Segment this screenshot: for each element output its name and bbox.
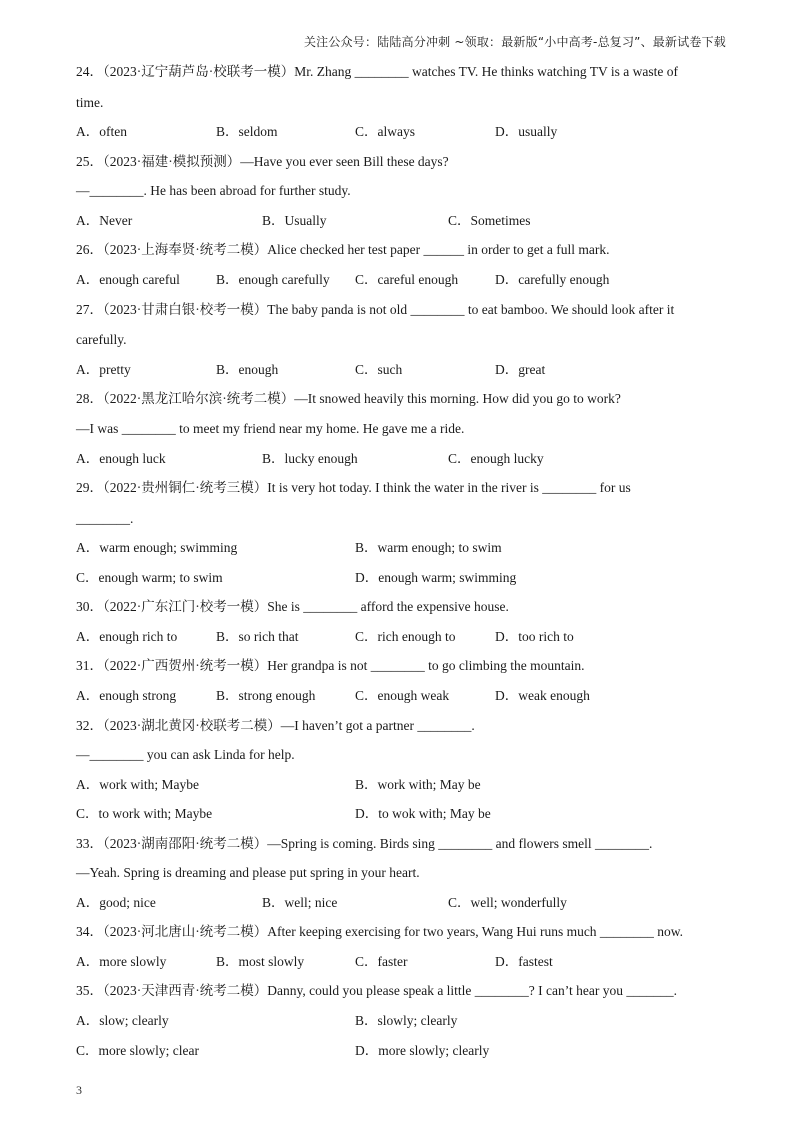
option-b: B．warm enough; to swim (355, 540, 502, 555)
question-31-stem: 31．（2022·广西贺州·统考一模）Her grandpa is not ________ to go climbing the mountain. (76, 658, 585, 673)
question-32-stem: 32．（2023·湖北黄冈·校联考二模）—I haven’t got a partner ________. (76, 718, 475, 733)
option-c: C．rich enough to (355, 629, 456, 644)
question-29-stem: 29．（2022·贵州铜仁·统考三模）It is very hot today. I think the water in the river is ________ for us (76, 480, 631, 495)
option-d: D．fastest (495, 954, 553, 969)
option-d: D．carefully enough (495, 272, 610, 287)
option-a: A．warm enough; swimming (76, 540, 238, 555)
option-b: B．so rich that (216, 629, 299, 644)
option-c: C．such (355, 362, 403, 377)
option-d: D．usually (495, 124, 558, 139)
option-b: B．most slowly (216, 954, 305, 969)
question-27-stem: 27．（2023·甘肃白银·校考一模）The baby panda is not old ________ to eat bamboo. We should look after it (76, 302, 675, 317)
option-b: B．enough carefully (216, 272, 330, 287)
option-b: B．seldom (216, 124, 278, 139)
option-c: C．more slowly; clear (76, 1043, 199, 1058)
page-number: 3 (76, 1083, 82, 1097)
option-c: C．Sometimes (448, 213, 531, 228)
option-b: B．well; nice (262, 895, 338, 910)
option-d: D．more slowly; clearly (355, 1043, 490, 1058)
question-26-stem: 26．（2023·上海奉贤·统考二模）Alice checked her test paper ______ in order to get a full mark. (76, 242, 610, 257)
option-a: A．more slowly (76, 954, 167, 969)
option-d: D．too rich to (495, 629, 574, 644)
option-b: B．strong enough (216, 688, 316, 703)
option-b: B．work with; May be (355, 777, 481, 792)
option-c: C．enough warm; to swim (76, 570, 223, 585)
option-a: A．work with; Maybe (76, 777, 199, 792)
question-33-stem-cont: —Yeah. Spring is dreaming and please put spring in your heart. (76, 865, 420, 880)
option-a: A．enough rich to (76, 629, 178, 644)
option-a: A．Never (76, 213, 133, 228)
question-24-stem: 24．（2023·辽宁葫芦岛·校联考一模）Mr. Zhang ________ watches TV. He thinks watching TV is a waste of (76, 64, 678, 79)
option-c: C．faster (355, 954, 408, 969)
question-32-stem-cont: —________ you can ask Linda for help. (76, 747, 295, 762)
option-b: B．slowly; clearly (355, 1013, 458, 1028)
question-27-stem-cont: carefully. (76, 332, 127, 347)
option-d: D．enough warm; swimming (355, 570, 517, 585)
question-24-stem-cont: time. (76, 95, 104, 110)
option-c: C．enough lucky (448, 451, 544, 466)
page-header: 关注公众号：陆陆高分冲刺 ~领取：最新版“小中高考-总复习”、最新试卷下载 (303, 35, 726, 49)
question-25-stem: 25．（2023·福建·模拟预测）—Have you ever seen Bill these days? (76, 154, 449, 169)
option-d: D．to wok with; May be (355, 806, 491, 821)
option-a: A．enough strong (76, 688, 177, 703)
question-28-stem-cont: —I was ________ to meet my friend near my home. He gave me a ride. (76, 421, 465, 436)
option-c: C．well; wonderfully (448, 895, 567, 910)
question-35-stem: 35．（2023·天津西青·统考二模）Danny, could you please speak a little ________? I can’t hear you _______. (76, 983, 678, 998)
option-d: D．great (495, 362, 546, 377)
option-c: C．to work with; Maybe (76, 806, 213, 821)
option-b: B．lucky enough (262, 451, 358, 466)
question-30-stem: 30．（2022·广东江门·校考一模）She is ________ afford the expensive house. (76, 599, 509, 614)
option-c: C．always (355, 124, 415, 139)
question-34-stem: 34．（2023·河北唐山·统考二模）After keeping exercising for two years, Wang Hui runs much ________ now. (76, 924, 684, 939)
option-c: C．careful enough (355, 272, 459, 287)
option-b: B．enough (216, 362, 279, 377)
question-25-stem-cont: —________. He has been abroad for further study. (76, 183, 351, 198)
option-a: A．pretty (76, 362, 131, 377)
option-a: A．often (76, 124, 127, 139)
option-d: D．weak enough (495, 688, 590, 703)
option-a: A．slow; clearly (76, 1013, 169, 1028)
option-a: A．enough careful (76, 272, 180, 287)
option-a: A．enough luck (76, 451, 166, 466)
question-28-stem: 28．（2022·黑龙江哈尔滨·统考二模）—It snowed heavily this morning. How did you go to work? (76, 391, 621, 406)
option-c: C．enough weak (355, 688, 450, 703)
question-29-stem-cont: ________. (76, 511, 134, 526)
option-b: B．Usually (262, 213, 327, 228)
option-a: A．good; nice (76, 895, 156, 910)
question-33-stem: 33．（2023·湖南邵阳·统考二模）—Spring is coming. Birds sing ________ and flowers smell ________. (76, 836, 653, 851)
